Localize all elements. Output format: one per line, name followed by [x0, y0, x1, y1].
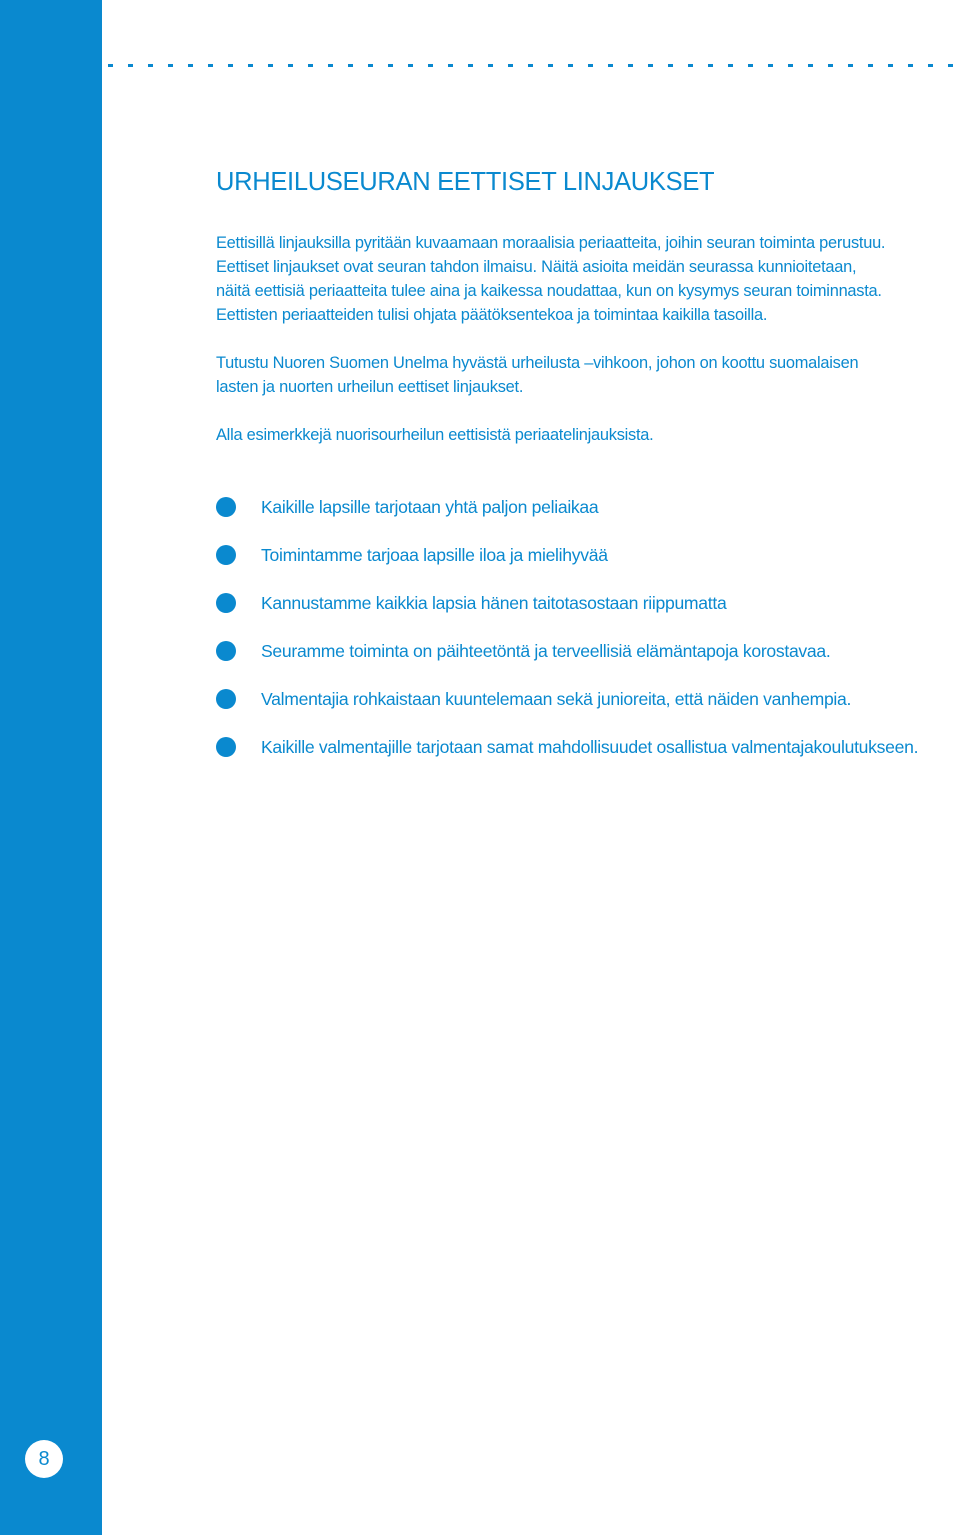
- list-item: [216, 590, 960, 618]
- paragraph-line: Tutustu Nuoren Suomen Unelma hyvästä urheilusta –vihkoon, johon on koottu suomalaisen: [216, 354, 859, 372]
- paragraph-line: Alla esimerkkejä nuorisourheilun eettisistä periaatelinjauksista.: [216, 426, 654, 444]
- bullet-dot-icon: [216, 497, 236, 517]
- list-item-text: Seuramme toiminta on päihteetöntä ja terveellisiä elämäntapoja korostavaa.: [261, 641, 831, 661]
- list-item: [216, 734, 960, 762]
- list-item-text: Kaikille lapsille tarjotaan yhtä paljon peliaikaa: [261, 497, 599, 517]
- page-title: URHEILUSEURAN EETTISET LINJAUKSET: [216, 168, 715, 196]
- bullet-dot-icon: [216, 641, 236, 661]
- side-band: [0, 0, 102, 1535]
- paragraph-line: Eettisten periaatteiden tulisi ohjata päätöksentekoa ja toimintaa kaikilla tasoilla.: [216, 306, 768, 324]
- list-item: [216, 638, 960, 666]
- list-item-text: Kaikille valmentajille tarjotaan samat mahdollisuudet osallistua valmentajakoulutukseen.: [261, 737, 919, 757]
- bullet-dot-icon: [216, 737, 236, 757]
- intro-paragraph: [216, 231, 885, 327]
- paragraph-line: Eettisillä linjauksilla pyritään kuvaamaan moraalisia periaatteita, joihin seuran toiminta perustuu.: [216, 234, 886, 252]
- dotted-divider: [108, 64, 954, 67]
- list-item: [216, 542, 960, 570]
- list-item-text: Kannustamme kaikkia lapsia hänen taitotasostaan riippumatta: [261, 593, 727, 613]
- bullet-dot-icon: [216, 545, 236, 565]
- reference-paragraph: [216, 351, 858, 399]
- paragraph-line: lasten ja nuorten urheilun eettiset linjaukset.: [216, 378, 524, 396]
- paragraph-line: Eettiset linjaukset ovat seuran tahdon ilmaisu. Näitä asioita meidän seurassa kunnioitetaan,: [216, 258, 857, 276]
- examples-intro-paragraph: [216, 423, 653, 447]
- list-item: [216, 494, 960, 522]
- bullet-dot-icon: [216, 593, 236, 613]
- list-item-text: Valmentajia rohkaistaan kuuntelemaan sekä junioreita, että näiden vanhempia.: [261, 689, 852, 709]
- page-number: 8: [25, 1440, 63, 1478]
- paragraph-line: näitä eettisiä periaatteita tulee aina ja kaikessa noudattaa, kun on kysymys seuran toiminnasta.: [216, 282, 882, 300]
- list-item-text: Toimintamme tarjoaa lapsille iloa ja mielihyvää: [261, 545, 608, 565]
- bullet-dot-icon: [216, 689, 236, 709]
- list-item: [216, 686, 960, 714]
